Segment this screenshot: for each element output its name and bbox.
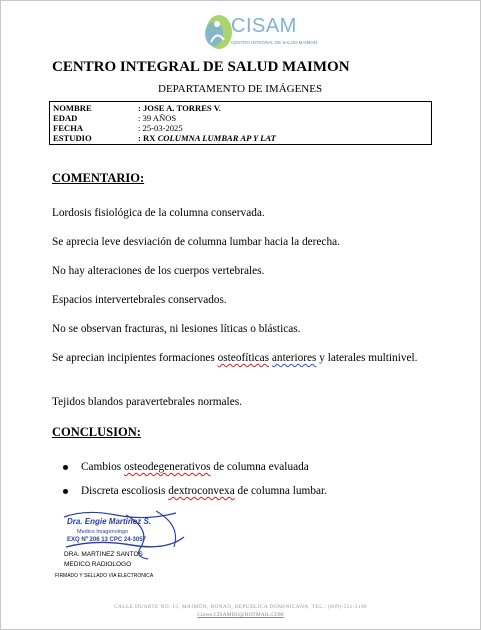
bullet-text-part: de columna evaluada — [210, 461, 309, 473]
patient-value: : JOSE A. TORRES V. — [138, 103, 221, 113]
bullet-text — [81, 485, 327, 497]
study-name: COLUMNA LUMBAR AP Y LAT — [157, 133, 276, 143]
patient-label: NOMBRE — [53, 103, 92, 113]
bullet-text-part: Discreta escoliosis — [81, 485, 169, 497]
patient-value: : 25-03-2025 — [138, 123, 183, 133]
patient-value — [138, 133, 276, 143]
bullet-icon — [63, 489, 68, 494]
department-label: DEPARTAMENTO DE IMÁGENES — [158, 83, 323, 95]
stamp-id: EXQ Nº 206 13 CPC 24-3057 — [67, 537, 146, 543]
comment-paragraph — [52, 351, 422, 366]
comment-paragraph: Espacios intervertebrales conservados. — [52, 294, 227, 306]
patient-label: EDAD — [53, 113, 78, 123]
paragraph-text: y laterales multinivel. — [316, 352, 418, 364]
comment-paragraph: Lordosis fisiológica de la columna conservada. — [52, 207, 265, 219]
spell-flag-word: osteodegenerativos — [124, 461, 211, 473]
comment-paragraph: Se aprecia leve desviación de columna lumbar hacia la derecha. — [52, 236, 340, 248]
bullet-text-part: Cambios — [81, 461, 124, 473]
comment-paragraph: No hay alteraciones de los cuerpos vertebrales. — [52, 265, 265, 277]
patient-value: : 39 AÑOS — [138, 113, 177, 123]
grammar-flag-word: anteriores — [271, 352, 317, 364]
logo-subtext: CENTRO INTEGRAL DE SALUD MAIMON — [231, 40, 318, 45]
logo-text: CISAM — [231, 15, 297, 37]
bullet-icon — [63, 465, 68, 470]
conclusion-heading: CONCLUSION: — [52, 425, 141, 439]
page-title: CENTRO INTEGRAL DE SALUD MAIMON — [52, 59, 350, 75]
signature-note: FIRMADO Y SELLADO VIA ELECTRONICA — [55, 573, 154, 579]
stamp-role: Medico Imagenologo — [77, 529, 129, 535]
doctor-role: MEDICO RADIOLOGO — [64, 561, 132, 568]
patient-info-box — [49, 101, 432, 145]
stamp-name: Dra. Engie Martinez S. — [67, 517, 152, 526]
patient-label: FECHA — [53, 123, 84, 133]
bullet-text — [81, 461, 309, 473]
comment-paragraph: No se observan fracturas, ni lesiones líticas o blásticas. — [52, 323, 301, 335]
comment-heading: COMENTARIO: — [52, 171, 145, 185]
footer-address: CALLE DUARTE NO. 15, MAIMÓN, BONAO, REPUBLICA DOMINICANA, TEL.: (809)-551-2196 — [114, 604, 367, 610]
study-prefix: : RX — [138, 133, 158, 143]
patient-label: ESTUDIO — [53, 133, 92, 143]
bullet-text-part: de columna lumbar. — [234, 485, 327, 497]
spell-flag-word: osteofíticas — [217, 352, 270, 364]
spell-flag-word: dextroconvexa — [168, 485, 235, 497]
comment-paragraph: Tejidos blandos paravertebrales normales. — [52, 396, 242, 408]
footer-email[interactable]: Correo:CISAMDO@HOTMAIL.COM — [197, 612, 284, 618]
paragraph-text: Se aprecian incipientes formaciones — [52, 352, 218, 364]
doctor-name: DRA. MARTINEZ SANTOS — [64, 551, 143, 558]
